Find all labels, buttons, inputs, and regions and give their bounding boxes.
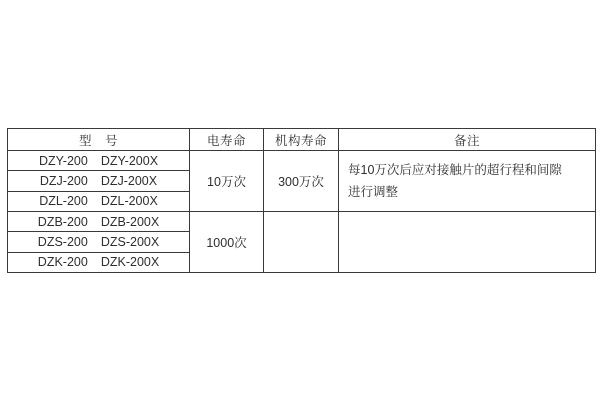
table-row xyxy=(8,151,596,171)
model-cell xyxy=(8,232,190,252)
col-header-model: 型 号 xyxy=(8,129,190,151)
model-cell xyxy=(8,211,190,231)
model-value: DZY-200X xyxy=(100,153,159,168)
model-value: DZL-200 xyxy=(39,194,88,209)
model-value: DZJ-200X xyxy=(100,173,158,188)
col-header-remark: 备注 xyxy=(339,129,596,151)
model-value: DZK-200X xyxy=(100,255,160,270)
model-value: DZY-200 xyxy=(38,153,88,168)
col-header-electrical-life: 电寿命 xyxy=(190,129,264,151)
model-value: DZB-200X xyxy=(100,214,160,229)
model-value: DZS-200 xyxy=(37,234,88,249)
remark-line: 进行调整 xyxy=(348,184,399,199)
model-value: DZJ-200 xyxy=(39,173,88,188)
remark-cell xyxy=(339,211,596,272)
table-row xyxy=(8,211,596,231)
model-value: DZS-200X xyxy=(100,234,160,249)
table-header-row xyxy=(8,129,596,151)
model-cell xyxy=(8,252,190,272)
model-cell xyxy=(8,151,190,171)
model-value: DZB-200 xyxy=(37,214,88,229)
mechanical-life-cell: 300万次 xyxy=(264,151,339,212)
remark-cell xyxy=(339,151,596,212)
electrical-life-cell: 1000次 xyxy=(190,211,264,272)
spec-table xyxy=(7,128,596,273)
remark-line: 每10万次后应对接触片的超行程和间隙 xyxy=(348,162,562,177)
model-cell xyxy=(8,171,190,191)
col-header-mechanical-life: 机构寿命 xyxy=(264,129,339,151)
model-value: DZL-200X xyxy=(100,194,158,209)
electrical-life-cell: 10万次 xyxy=(190,151,264,212)
mechanical-life-cell xyxy=(264,211,339,272)
model-cell xyxy=(8,191,190,211)
model-value: DZK-200 xyxy=(37,255,88,270)
